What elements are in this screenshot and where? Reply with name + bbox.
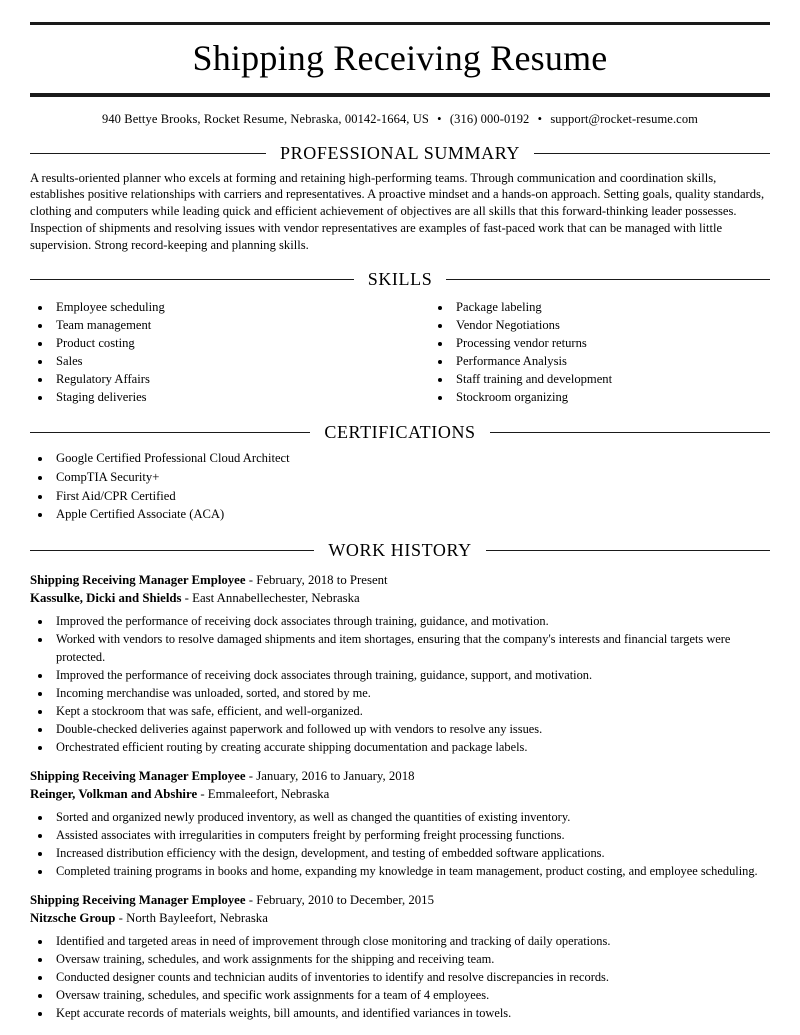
list-item: • Sales	[52, 352, 400, 370]
list-item: • Oversaw training, schedules, and work assignments for the shipping and receiving team.	[52, 951, 770, 969]
list-item: • Conducted designer counts and technician audits of inventories to identify and resolve discrepancies in records.	[52, 969, 770, 987]
skills-column-left	[30, 296, 400, 406]
job-role: Shipping Receiving Manager Employee	[30, 768, 246, 783]
section-rule-right	[534, 153, 770, 154]
section-rule-left	[30, 153, 266, 154]
section-rule-left	[30, 279, 354, 280]
job-company-line	[30, 785, 770, 804]
list-item: • Apple Certified Associate (ACA)	[52, 505, 770, 524]
work-history-entry	[30, 891, 770, 1023]
list-item: • Regulatory Affairs	[52, 370, 400, 388]
title-divider	[30, 93, 770, 97]
job-company-dash: -	[197, 787, 208, 802]
job-company-line	[30, 589, 770, 608]
contact-email[interactable]: support@rocket-resume.com	[550, 111, 698, 126]
section-header-skills	[30, 269, 770, 290]
work-history-entry	[30, 767, 770, 881]
job-company-dash: -	[181, 591, 193, 606]
skills-list-right	[430, 298, 770, 406]
list-item: • Double-checked deliveries against paperwork and followed up with vendors to resolve any issues.	[52, 721, 770, 739]
job-duties-list	[30, 613, 770, 757]
top-rule	[30, 22, 770, 25]
job-role-dash: -	[245, 768, 257, 783]
section-rule-left	[30, 432, 310, 433]
list-item: • Performance Analysis	[452, 352, 770, 370]
job-role-line	[30, 767, 770, 786]
section-rule-right	[490, 432, 770, 433]
job-location: North Bayleefort, Nebraska	[126, 911, 268, 926]
job-role-line	[30, 571, 770, 590]
job-dates: February, 2010 to December, 2015	[256, 892, 434, 907]
list-item: • Employee scheduling	[52, 298, 400, 316]
list-item: • Identified and targeted areas in need of improvement through close monitoring and tracking of daily operations.	[52, 933, 770, 951]
job-role-line	[30, 891, 770, 910]
section-header-certifications	[30, 422, 770, 443]
list-item: • Staff training and development	[452, 370, 770, 388]
list-item: • Product costing	[52, 334, 400, 352]
section-rule-right	[446, 279, 770, 280]
job-dates: February, 2018 to Present	[256, 572, 388, 587]
certifications-list	[30, 449, 770, 524]
summary-text: A results-oriented planner who excels at forming and retaining high-performing teams. Through communication and coordination skills, establishes positive relationships with carriers and representatives. A proactive mindset and a hands-on approach. Setting goals, quality standards, clothing and computers while leading quick and efficient achievement of objectives are all skills that this forward-thinking leader possesses. Inspection of shipments and resolving issues with vendor representatives are examples of fast-paced work that can be managed with little supervision. Strong record-keeping and planning skills.	[30, 170, 765, 252]
job-company: Kassulke, Dicki and Shields	[30, 591, 182, 606]
contact-address: 940 Bettye Brooks, Rocket Resume, Nebraska, 00142-1664, US	[101, 111, 429, 126]
list-item: • Orchestrated efficient routing by creating accurate shipping documentation and package labels.	[52, 739, 770, 757]
list-item: • First Aid/CPR Certified	[52, 487, 770, 506]
list-item: • Assisted associates with irregularities in computers freight by performing freight processing functions.	[52, 827, 770, 845]
skills-columns	[30, 296, 770, 406]
section-header-summary	[30, 143, 770, 164]
list-item: • Increased distribution efficiency with the design, development, and testing of embedded software applications.	[52, 845, 770, 863]
list-item: • Stockroom organizing	[452, 388, 770, 406]
section-rule-left	[30, 550, 314, 551]
list-item: • Processing vendor returns	[452, 334, 770, 352]
contact-separator-2: •	[537, 111, 543, 126]
job-duties-list	[30, 809, 770, 881]
job-location: East Annabellechester, Nebraska	[192, 591, 360, 606]
job-company: Nitzsche Group	[30, 911, 116, 926]
list-item: • Staging deliveries	[52, 388, 400, 406]
list-item: • Improved the performance of receiving dock associates through training, guidance, support, and motivation.	[52, 667, 770, 685]
job-role: Shipping Receiving Manager Employee	[30, 892, 246, 907]
work-history-entry	[30, 571, 770, 757]
job-role-dash: -	[245, 572, 257, 587]
contact-separator-1: •	[437, 111, 442, 126]
contact-line	[30, 112, 770, 127]
job-company-line	[30, 909, 770, 928]
section-title-summary: PROFESSIONAL SUMMARY	[280, 142, 520, 163]
job-company: Reinger, Volkman and Abshire	[30, 787, 198, 802]
list-item: • CompTIA Security+	[52, 468, 770, 487]
skills-list-left	[30, 298, 400, 406]
job-dates: January, 2016 to January, 2018	[256, 768, 415, 783]
list-item: • Team management	[52, 316, 400, 334]
job-location: Emmaleefort, Nebraska	[207, 787, 330, 802]
section-rule-right	[486, 550, 770, 551]
contact-phone: (316) 000-0192	[449, 111, 530, 126]
skills-column-right	[400, 296, 770, 406]
list-item: • Vendor Negotiations	[452, 316, 770, 334]
page-title: Shipping Receiving Resume	[192, 38, 608, 78]
section-title-certifications: CERTIFICATIONS	[324, 422, 476, 443]
job-company-dash: -	[115, 911, 127, 926]
section-header-work-history	[30, 540, 770, 561]
job-role: Shipping Receiving Manager Employee	[30, 572, 246, 587]
job-role-dash: -	[245, 892, 257, 907]
list-item: • Package labeling	[452, 298, 770, 316]
section-title-skills: SKILLS	[367, 269, 433, 290]
list-item: • Worked with vendors to resolve damaged shipments and item shortages, ensuring that the company's interests and financial targets were protected.	[52, 631, 770, 667]
list-item: • Incoming merchandise was unloaded, sorted, and stored by me.	[52, 685, 770, 703]
section-title-work-history: WORK HISTORY	[328, 539, 472, 560]
list-item: • Completed training programs in books and home, expanding my knowledge in team management, product costing, and employee scheduling.	[52, 863, 770, 881]
list-item: • Oversaw training, schedules, and specific work assignments for a team of 4 employees.	[52, 987, 770, 1005]
list-item: • Kept a stockroom that was safe, efficient, and well-organized.	[52, 703, 770, 721]
job-duties-list	[30, 933, 770, 1023]
list-item: • Google Certified Professional Cloud Architect	[52, 449, 770, 468]
list-item: • Sorted and organized newly produced inventory, as well as changed the quantities of existing inventory.	[52, 809, 770, 827]
list-item: • Kept accurate records of materials weights, bill amounts, and identified variances in towels.	[52, 1005, 770, 1023]
list-item: • Improved the performance of receiving dock associates through training, guidance, and motivation.	[52, 613, 770, 631]
